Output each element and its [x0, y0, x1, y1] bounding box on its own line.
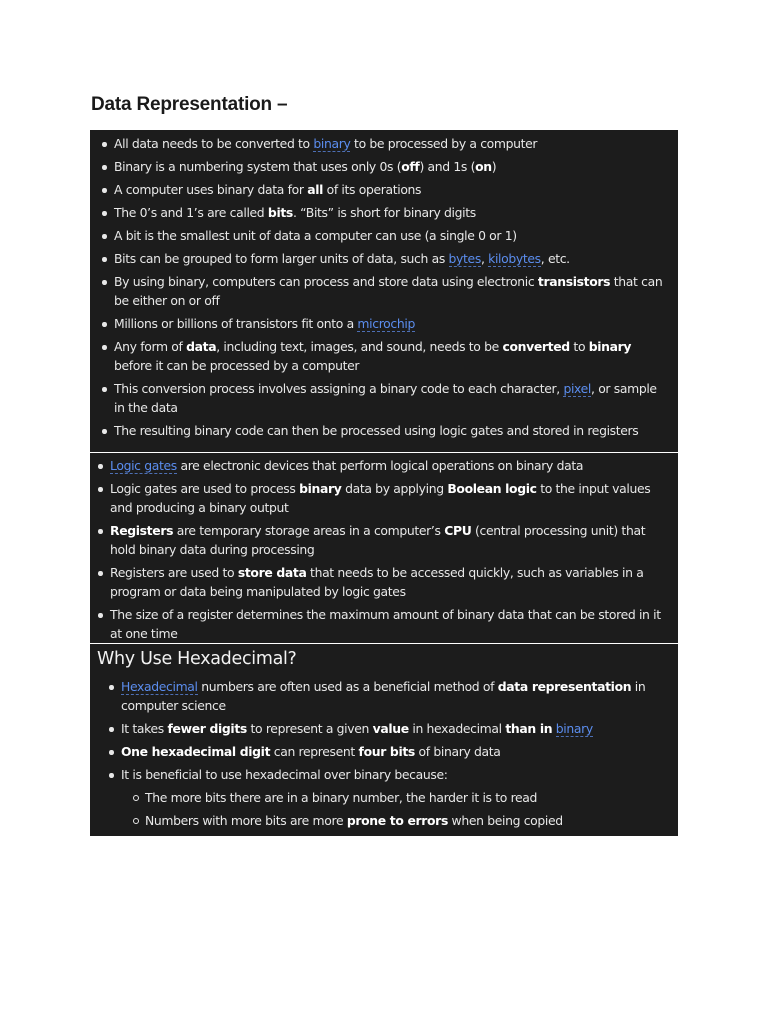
text-run: Any form of: [114, 339, 187, 354]
list-item: [110, 605, 666, 643]
glossary-link[interactable]: Logic gates: [110, 458, 177, 473]
list-item: [110, 563, 666, 601]
list-item: [110, 521, 666, 559]
list-item: [114, 314, 666, 333]
hexadecimal-bullet-list: [90, 677, 678, 830]
text-run: Registers are used to: [110, 565, 238, 580]
glossary-link[interactable]: pixel: [563, 381, 592, 396]
text-run: It takes: [121, 721, 168, 736]
list-item: [121, 765, 666, 830]
text-run: By using binary, computers can process and store data using electronic: [114, 274, 538, 289]
text-run: in hexadecimal: [408, 721, 506, 736]
list-item: [114, 203, 666, 222]
glossary-link[interactable]: microchip: [357, 316, 415, 331]
text-run: can represent: [270, 744, 359, 759]
text-run: , or sample in the data: [114, 381, 657, 415]
text-run: Numbers with more bits are more: [145, 813, 347, 828]
glossary-link[interactable]: bytes: [448, 251, 481, 266]
section-heading: Why Use Hexadecimal?: [97, 649, 297, 669]
text-run: that can be either on or off: [114, 274, 663, 308]
logic-gates-panel: [90, 453, 678, 643]
text-run: are temporary storage areas in a computer’s: [173, 523, 445, 538]
bold-term: binary: [588, 339, 632, 354]
bold-term: converted: [502, 339, 570, 354]
text-run: to be processed by a computer: [350, 136, 538, 151]
text-run: ) and 1s (: [419, 159, 476, 174]
logic-gates-bullet-list: [90, 453, 678, 643]
hexadecimal-panel: [90, 644, 678, 836]
text-run: ,: [480, 251, 489, 266]
text-run: in computer science: [121, 679, 646, 713]
text-run: of its operations: [323, 182, 422, 197]
text-run: , etc.: [540, 251, 570, 266]
text-run: when being copied: [447, 813, 563, 828]
bold-term: off: [401, 159, 420, 174]
list-item: [114, 379, 666, 417]
bold-term: data representation: [497, 679, 632, 694]
sub-bullet-list: [121, 788, 666, 830]
text-run: Binary is a numbering system that uses only 0s (: [114, 159, 402, 174]
bold-term: One hexadecimal digit: [121, 744, 271, 759]
text-run: to the input values and producing a binary output: [110, 481, 651, 515]
text-run: Bits can be grouped to form larger units of data, such as: [114, 251, 449, 266]
bold-term: transistors: [537, 274, 611, 289]
bold-term: store data: [237, 565, 307, 580]
list-item: [114, 157, 666, 176]
text-run: of binary data: [414, 744, 501, 759]
list-item: [110, 456, 666, 475]
glossary-link[interactable]: binary: [313, 136, 351, 151]
glossary-link[interactable]: binary: [555, 721, 593, 736]
glossary-link[interactable]: Hexadecimal: [121, 679, 198, 694]
list-item: [114, 421, 666, 440]
text-run: The 0’s and 1’s are called: [114, 205, 268, 220]
text-run: A bit is the smallest unit of data a computer can use (a single 0 or 1): [114, 228, 517, 243]
list-item: [121, 677, 666, 715]
bold-term: four bits: [358, 744, 415, 759]
list-item: [121, 742, 666, 761]
text-run: that needs to be accessed quickly, such as variables in a program or data being manipulated by logic gates: [110, 565, 644, 599]
text-run: are electronic devices that perform logical operations on binary data: [176, 458, 584, 473]
text-run: Millions or billions of transistors fit onto a: [114, 316, 358, 331]
text-run: (central processing unit) that hold binary data during processing: [110, 523, 646, 557]
binary-panel: [90, 130, 678, 452]
bold-term: all: [307, 182, 323, 197]
text-run: Logic gates are used to process: [110, 481, 300, 496]
text-run: The size of a register determines the maximum amount of binary data that can be stored in it at one time: [110, 607, 661, 641]
text-run: , including text, images, and sound, needs to be: [216, 339, 503, 354]
list-item: [145, 788, 666, 807]
list-item: [114, 226, 666, 245]
list-item: [114, 272, 666, 310]
list-item: [114, 134, 666, 153]
list-item: [114, 180, 666, 199]
text-run: ): [491, 159, 497, 174]
bold-term: on: [475, 159, 492, 174]
text-run: to represent a given: [246, 721, 373, 736]
page-title: Data Representation –: [91, 94, 288, 115]
list-item: [121, 719, 666, 738]
list-item: [114, 337, 666, 375]
text-run: The resulting binary code can then be processed using logic gates and stored in registers: [114, 423, 639, 438]
bold-term: data: [186, 339, 217, 354]
bold-term: binary: [299, 481, 342, 496]
list-item: [110, 479, 666, 517]
bold-term: Boolean logic: [447, 481, 537, 496]
text-run: numbers are often used as a beneficial method of: [197, 679, 498, 694]
bold-term: fewer digits: [167, 721, 247, 736]
text-run: The more bits there are in a binary number, the harder it is to read: [145, 790, 538, 805]
bold-term: than in: [505, 721, 553, 736]
bold-term: value: [372, 721, 409, 736]
text-run: This conversion process involves assigning a binary code to each character,: [114, 381, 564, 396]
text-run: data by applying: [341, 481, 448, 496]
bold-term: prone to errors: [346, 813, 448, 828]
text-run: It is beneficial to use hexadecimal over binary because:: [121, 767, 448, 782]
text-run: to: [569, 339, 589, 354]
bold-term: CPU: [444, 523, 472, 538]
bold-term: Registers: [110, 523, 174, 538]
list-item: [114, 249, 666, 268]
text-run: before it can be processed by a computer: [114, 358, 360, 373]
text-run: . “Bits” is short for binary digits: [292, 205, 476, 220]
glossary-link[interactable]: kilobytes: [488, 251, 541, 266]
text-run: All data needs to be converted to: [114, 136, 314, 151]
list-item: [145, 811, 666, 830]
text-run: A computer uses binary data for: [114, 182, 308, 197]
bold-term: bits: [267, 205, 293, 220]
binary-bullet-list: [90, 130, 678, 440]
